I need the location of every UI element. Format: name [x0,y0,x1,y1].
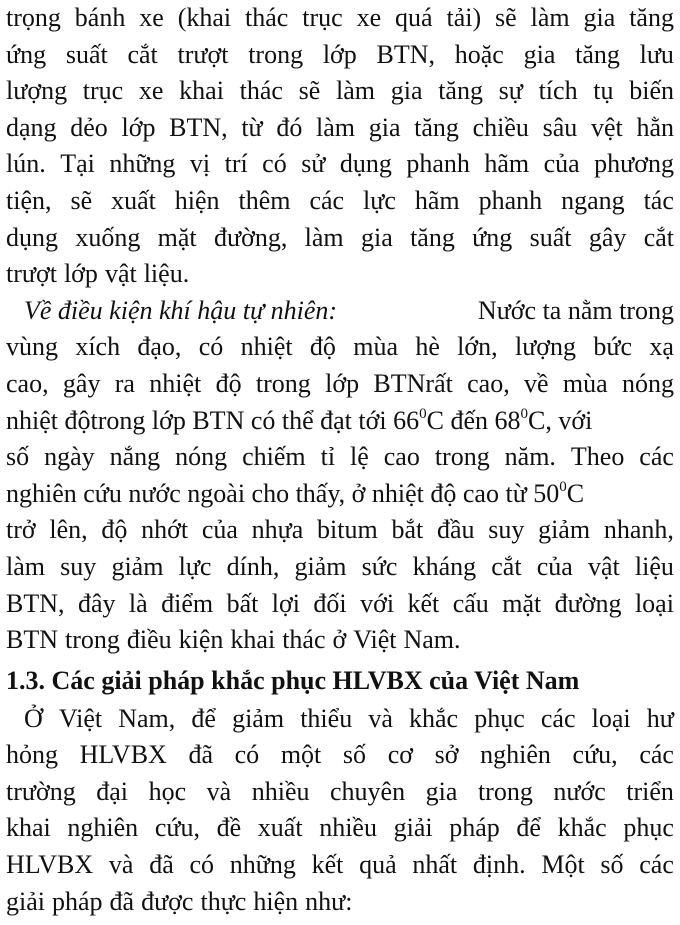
word: trí [224,149,248,179]
word: dẻo [70,112,108,142]
word: vị [189,149,211,179]
word: vùng [6,332,58,362]
word: được [141,886,194,916]
word: đạo, [137,332,182,362]
word: có [198,332,224,362]
word: trong [248,39,304,69]
word: điều [126,625,172,655]
word: xe [139,3,164,32]
paragraph-2-line [6,293,674,330]
text-line [6,622,674,659]
word: trọng [6,3,61,32]
word: lệ [350,442,369,472]
word: độ [309,332,336,362]
word: các [309,185,345,215]
word: ở [332,625,347,655]
word: lớp [121,112,156,142]
word: điểm [161,588,214,618]
word: đã [109,886,135,916]
word: ứng [472,222,513,252]
word: Việt [58,703,103,733]
word: từ [241,112,263,142]
word: nhớt [141,515,189,545]
word: học [148,776,187,806]
word: đường [554,588,622,618]
word: nhiều [251,776,310,806]
word: của [543,149,580,179]
word: trong [477,776,533,806]
paragraph-2-line-temperature-2 [6,476,674,513]
word: về [524,368,549,398]
word: lớn, [457,332,498,362]
word: triển [626,776,674,806]
word: trường [6,776,76,806]
word: cứu, [572,740,618,770]
word: số [6,442,30,472]
word: ra [114,368,135,398]
word: và [108,850,134,880]
word: Nam. [403,625,461,655]
temp-text-post: C, với [528,405,593,435]
word: vật [104,259,137,289]
word: làm [530,3,570,32]
word: bức [593,332,632,362]
word: lực [178,551,212,581]
word: tiện, [6,185,52,215]
word: chiều [472,112,529,142]
word: lực [363,185,396,215]
word: lợi [271,588,300,618]
word: thiểu [300,703,353,733]
word: cơ [387,740,413,770]
word: tăng [629,3,674,32]
word: bắt [391,515,424,545]
word: chiếm [242,442,306,472]
temp2-text-pre: nghiên cứu nước ngoài cho thấy, ở nhiệt độ cao từ 50 [6,478,560,508]
word: lên, [49,515,88,545]
word: độ [101,515,128,545]
word: hiện [174,185,220,215]
text-line [6,110,674,147]
word: biến [629,76,674,106]
word: Một [541,850,585,880]
word: thác [245,3,289,32]
word: giảm [232,703,285,733]
word: làm [316,112,356,142]
word: mùa [353,332,398,362]
word: BTN, [6,588,65,618]
word: hư [646,703,674,733]
word: BTNrất [373,368,453,398]
word: gia [583,3,616,32]
superscript-degree: 0 [520,405,528,422]
word: xích [75,332,121,362]
word: số [600,850,624,880]
word: để [516,813,541,843]
word: có [234,740,260,770]
word: tỉ [320,442,336,472]
word: bất [226,588,259,618]
word: Việt [353,625,397,655]
word: hiện [253,886,299,916]
word: trục [302,3,343,32]
word: và [206,776,232,806]
word: kết [311,850,344,880]
word: giải [6,886,45,916]
word: khắc [409,703,459,733]
word: ngày [44,442,95,472]
word: Ở [24,703,43,733]
word: nắng [109,442,161,472]
word: loại [591,703,631,733]
text-line [6,146,674,183]
word: các [639,850,674,880]
text-line [6,774,674,811]
text-line [6,220,674,257]
word: bitum [317,515,378,545]
word: tác [643,185,674,215]
word: dụng [339,149,392,179]
text-line [6,847,674,884]
word: sẽ [495,3,517,32]
word: và [368,703,393,733]
word: trượt [6,259,57,289]
word: lớp [63,259,98,289]
word: đại [96,776,129,806]
word: BTN, [376,39,436,69]
word: thác [282,625,326,655]
word: định. [472,850,526,880]
document-page [6,0,674,920]
word: có [189,850,215,880]
word: gia [368,112,401,142]
word: HLVBX [79,740,167,770]
word: hằn [636,112,674,142]
word: cắt [127,39,158,69]
word: (khai [177,3,232,32]
text-line [6,0,674,37]
word: quá [395,3,433,32]
word: tích [538,76,578,106]
paragraph-2-line-temperature [6,403,674,440]
text-line [6,737,674,774]
word: trong [65,625,120,655]
word: đây [77,588,116,618]
word: lớp [325,368,360,398]
word: đầu [436,515,475,545]
word: lượng [514,332,577,362]
word: kiện [178,625,224,655]
word: dụng [6,222,58,252]
text-line [6,512,674,549]
word: giải [393,813,433,843]
text-line [6,884,674,921]
word: năm. [504,442,556,472]
word: lún. [6,149,46,179]
word: làm [304,222,344,252]
word: sẽ [298,76,321,106]
word: là [128,588,148,618]
word: vật [587,551,620,581]
word: các [639,442,674,472]
word: phục [474,703,525,733]
word: tăng [414,112,459,142]
word: lưu [639,39,674,69]
word: dạng [6,112,57,142]
temp-text-pre: nhiệt độtrong lớp BTN có thể đạt tới 66 [6,405,420,435]
word: hãm [484,149,530,179]
word: liệu. [143,259,190,289]
word: xạ [649,332,674,362]
word: liệu [634,551,674,581]
word: hoặc [454,39,504,69]
word: nóng [175,442,228,472]
word: khai [6,813,51,843]
word: nhiệt [149,368,202,398]
paragraph-2-lead-rest: Nước ta nằm trong [477,295,674,325]
word: trượt [177,39,229,69]
word: cao, [467,368,510,398]
word: tăng [438,76,483,106]
word: kháng [412,551,477,581]
word: chuyên [330,776,406,806]
word: bánh [74,3,126,32]
word: suất [65,39,108,69]
word: cứu, [154,813,200,843]
word: nhanh, [603,515,674,545]
word: sự [498,76,523,106]
word: đã [188,740,213,770]
word: một [280,740,322,770]
word: trục [82,76,124,106]
word: như: [305,886,353,916]
word: đó [276,112,303,142]
text-line [6,183,674,220]
word: của [536,551,573,581]
word: ứng [6,39,47,69]
word: gia [523,39,556,69]
text-line [6,256,674,293]
word: nhất [412,850,458,880]
word: giảm [538,515,591,545]
text-line [6,73,674,110]
word: các [639,740,674,770]
word: nóng [621,368,674,398]
word: nghiên [480,740,551,770]
word: để [191,703,216,733]
word: có [262,149,287,179]
word: xe [356,3,382,32]
word: nhựa [251,515,304,545]
word: BTN [6,625,58,655]
word: sử [301,149,326,179]
superscript-degree: 0 [559,478,567,495]
word: Theo [570,442,625,472]
word: xe [138,76,164,106]
text-line [6,586,674,623]
word: đã [149,850,174,880]
word: giảm [111,551,164,581]
word: hãm [414,185,460,215]
word: những [109,149,176,179]
word: thác [239,76,283,106]
word: tăng [575,39,620,69]
word: khai [230,625,276,655]
word: pháp [449,813,500,843]
word: xuất [257,813,303,843]
word: số [342,740,367,770]
word: cao [383,442,420,472]
paragraph-2-lead: Về điều kiện khí hậu tự nhiên: [24,295,338,325]
word: làm [336,76,376,106]
word: cắt [491,551,522,581]
word: suy [60,551,97,581]
word: tăng [410,222,455,252]
word: gia [425,776,458,806]
word: đối [313,588,347,618]
word: phanh [478,185,543,215]
word: mặt [502,588,542,618]
word: loại [634,588,674,618]
text-line [6,366,674,403]
text-line [6,810,674,847]
word: đề [216,813,242,843]
word: tải) [446,3,482,32]
word: dính, [226,551,280,581]
word: tụ [593,76,614,106]
word: với [360,588,395,618]
word: pháp [52,886,103,916]
word: cấu [452,588,489,618]
text-line [6,701,674,738]
word: khắc [557,813,607,843]
temp-text-mid: C đến 68 [426,405,521,435]
temp2-text-post: C [566,478,585,508]
text-line [6,439,674,476]
word: sở [434,740,459,770]
word: vệt [590,112,623,142]
text-line [6,549,674,586]
paragraph-3 [6,701,674,921]
word: ngang [561,185,625,215]
word: phanh [406,149,470,179]
text-line [6,329,674,366]
word: khai [179,76,224,106]
word: mặt [157,222,197,252]
word: cắt [643,222,674,252]
word: suy [488,515,525,545]
word: HLVBX [6,850,94,880]
word: xuống [75,222,141,252]
word: nghiên [67,813,139,843]
paragraph-2 [6,293,674,659]
word: xuất [111,185,156,215]
word: trở [6,515,36,545]
word: mùa [562,368,608,398]
paragraph-1 [6,0,674,293]
word: sức [361,551,398,581]
word: đường, [213,222,288,252]
section-heading: 1.3. Các giải pháp khắc phục HLVBX của Việt Nam [6,665,580,695]
word: các [540,703,576,733]
word: Nam, [118,703,176,733]
text-line [6,37,674,74]
word: gây [588,222,627,252]
word: hỏng [6,740,58,770]
superscript-degree: 0 [419,405,427,422]
word: gia [390,76,423,106]
word: lượng [6,76,68,106]
word: của [201,515,238,545]
word: hè [415,332,440,362]
word: phục [623,813,674,843]
word: nhiều [319,813,377,843]
word: giảm [294,551,347,581]
word: gia [360,222,393,252]
word: Tại [60,149,95,179]
word: sâu [542,112,578,142]
word: nước [553,776,606,806]
word: trong [434,442,490,472]
word: cao, [6,368,49,398]
word: trong [255,368,311,398]
word: thực [200,886,247,916]
word: BTN, [169,112,228,142]
word: sẽ [70,185,93,215]
word: quả [359,850,397,880]
word: lớp [322,39,357,69]
word: thêm [238,185,291,215]
word: gây [62,368,101,398]
word: làm [6,551,45,581]
word: nhiệt [240,332,293,362]
word: kết [407,588,440,618]
word: những [229,850,296,880]
word: độ [215,368,242,398]
word: phương [594,149,674,179]
word: suất [529,222,572,252]
